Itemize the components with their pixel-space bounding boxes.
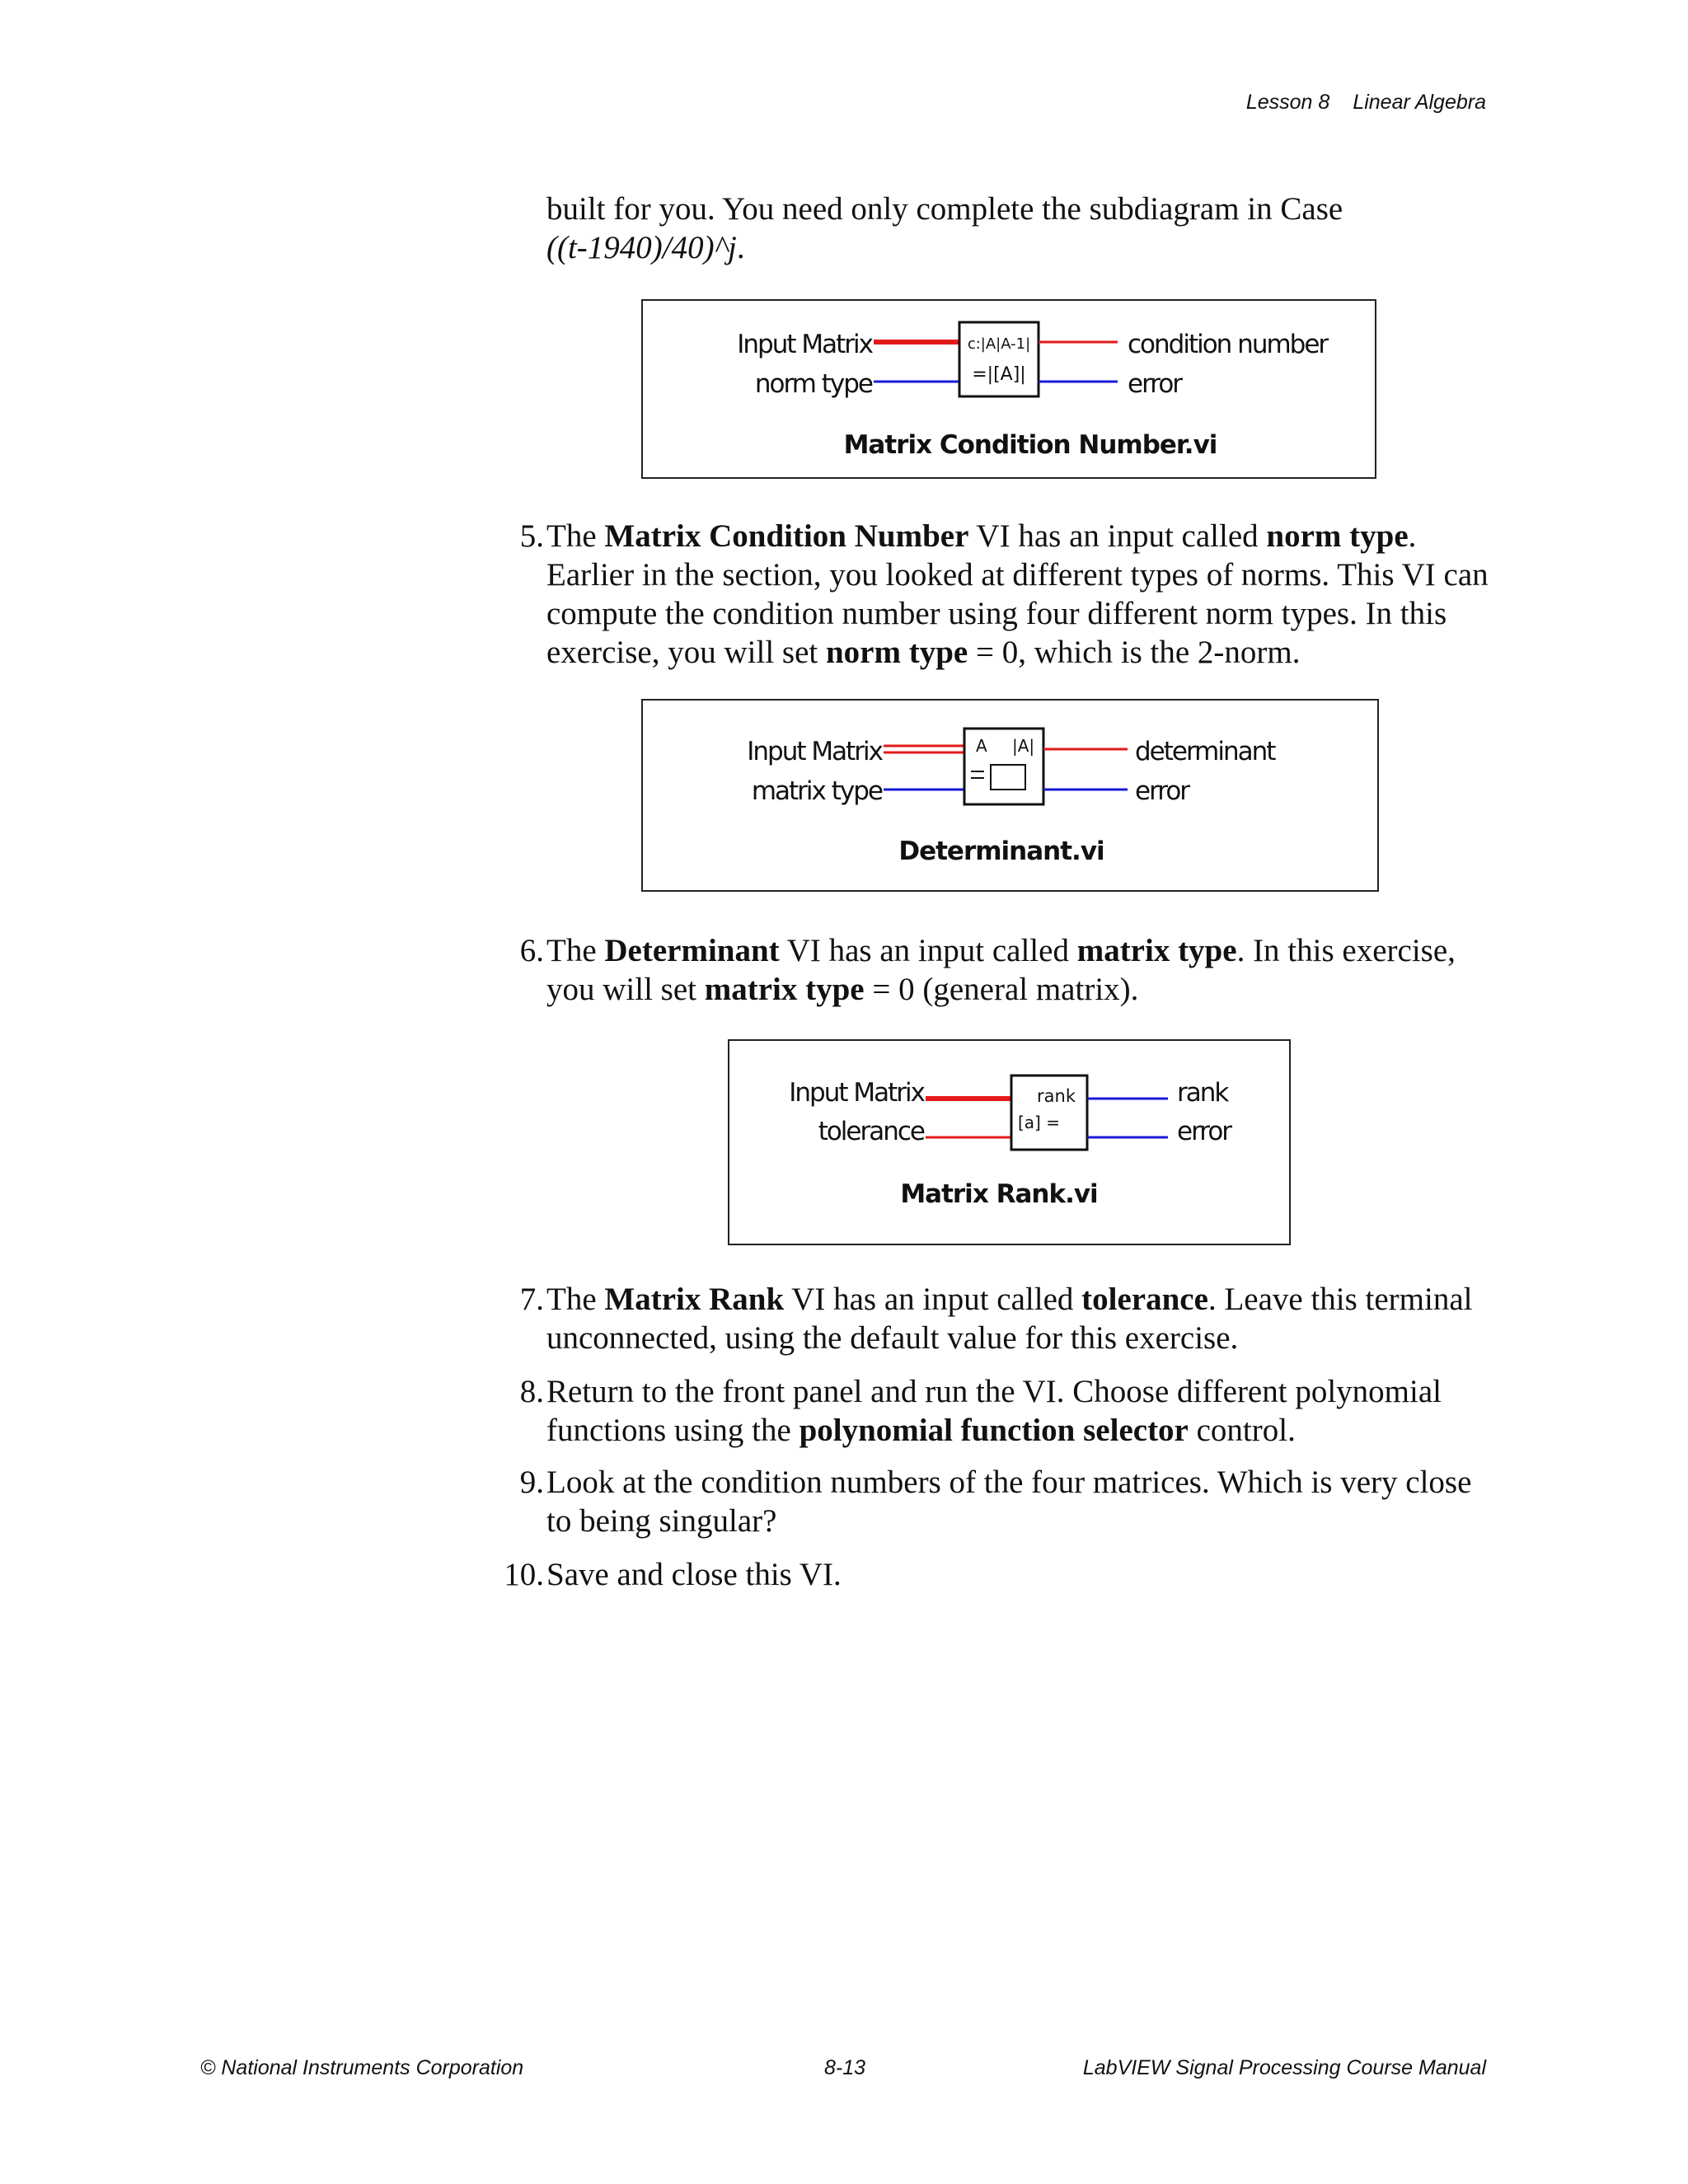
footer-page-number: 8-13 xyxy=(824,2056,866,2079)
icon-text: [a] = xyxy=(1018,1113,1060,1132)
case-name: ((t-1940)/40)^j xyxy=(546,230,737,265)
input-label: Input Matrix xyxy=(747,737,882,766)
header-section: Linear Algebra xyxy=(1353,91,1486,114)
step-number: 10. xyxy=(504,1557,544,1592)
step-number: 9. xyxy=(519,1465,544,1500)
step-text: The Determinant VI has an input called matrix type. In this exercise, you will set matrix type = 0 (general matrix). xyxy=(546,933,1456,1007)
step-9 xyxy=(495,1463,1500,1540)
vi-caption: Matrix Rank.vi xyxy=(900,1179,1098,1209)
input-label: matrix type xyxy=(751,776,882,806)
output-label: determinant xyxy=(1135,737,1275,766)
icon-text: |A| xyxy=(1012,736,1035,756)
vi-caption: Matrix Condition Number.vi xyxy=(843,430,1217,460)
step-text: Return to the front panel and run the VI. Choose different polynomial functions using the polynomial function selector control. xyxy=(546,1374,1442,1448)
step-7 xyxy=(495,1280,1500,1357)
icon-text: =|[A]| xyxy=(972,364,1026,385)
header-lesson: Lesson 8 xyxy=(1245,91,1330,114)
step-text: Save and close this VI. xyxy=(546,1557,842,1592)
icon-text: A xyxy=(976,736,987,756)
step-number: 8. xyxy=(519,1374,544,1409)
output-label: error xyxy=(1135,776,1189,806)
step-text: Look at the condition numbers of the four matrices. Which is very close to being singular? xyxy=(546,1465,1472,1539)
icon-text: rank xyxy=(1037,1086,1076,1106)
vi-icon xyxy=(959,322,1039,396)
output-label: error xyxy=(1128,369,1182,399)
input-label: Input Matrix xyxy=(737,330,872,359)
output-label: condition number xyxy=(1128,330,1328,359)
footer-left: © National Instruments Corporation xyxy=(200,2056,524,2079)
step-number: 6. xyxy=(519,933,544,968)
intro-line: built for you. You need only complete the subdiagram in Case xyxy=(546,191,1343,227)
step-6 xyxy=(495,931,1500,1009)
determinant-vi-diagram xyxy=(641,699,1379,892)
step-5 xyxy=(495,517,1500,672)
step-text: The Matrix Condition Number VI has an input called norm type. Earlier in the section, you looked at different types of norms. This VI can compute the condition number using four different norm types. In this exercise, you will set norm type = 0, which is the 2-norm. xyxy=(546,518,1489,670)
output-label: error xyxy=(1177,1117,1231,1146)
vi-caption: Determinant.vi xyxy=(898,837,1104,866)
input-label: norm type xyxy=(754,369,872,399)
output-label: rank xyxy=(1177,1078,1228,1108)
step-number: 5. xyxy=(519,518,544,554)
footer-right: LabVIEW Signal Processing Course Manual xyxy=(1082,2056,1486,2079)
step-text: The Matrix Rank VI has an input called tolerance. Leave this terminal unconnected, using the default value for this exercise. xyxy=(546,1282,1473,1356)
running-header xyxy=(1246,91,1486,115)
step-number: 7. xyxy=(519,1282,544,1317)
step-8 xyxy=(495,1372,1500,1450)
input-label: tolerance xyxy=(818,1117,924,1146)
input-label: Input Matrix xyxy=(789,1078,924,1108)
intro-paragraph: built for you. You need only complete the subdiagram in Case ((t-1940)/40)^j. xyxy=(546,191,1343,265)
condition-number-vi-diagram xyxy=(641,299,1376,479)
matrix-rank-vi-diagram xyxy=(728,1039,1291,1245)
step-10 xyxy=(495,1555,1500,1594)
icon-text: c:|A|A-1| xyxy=(967,335,1031,353)
